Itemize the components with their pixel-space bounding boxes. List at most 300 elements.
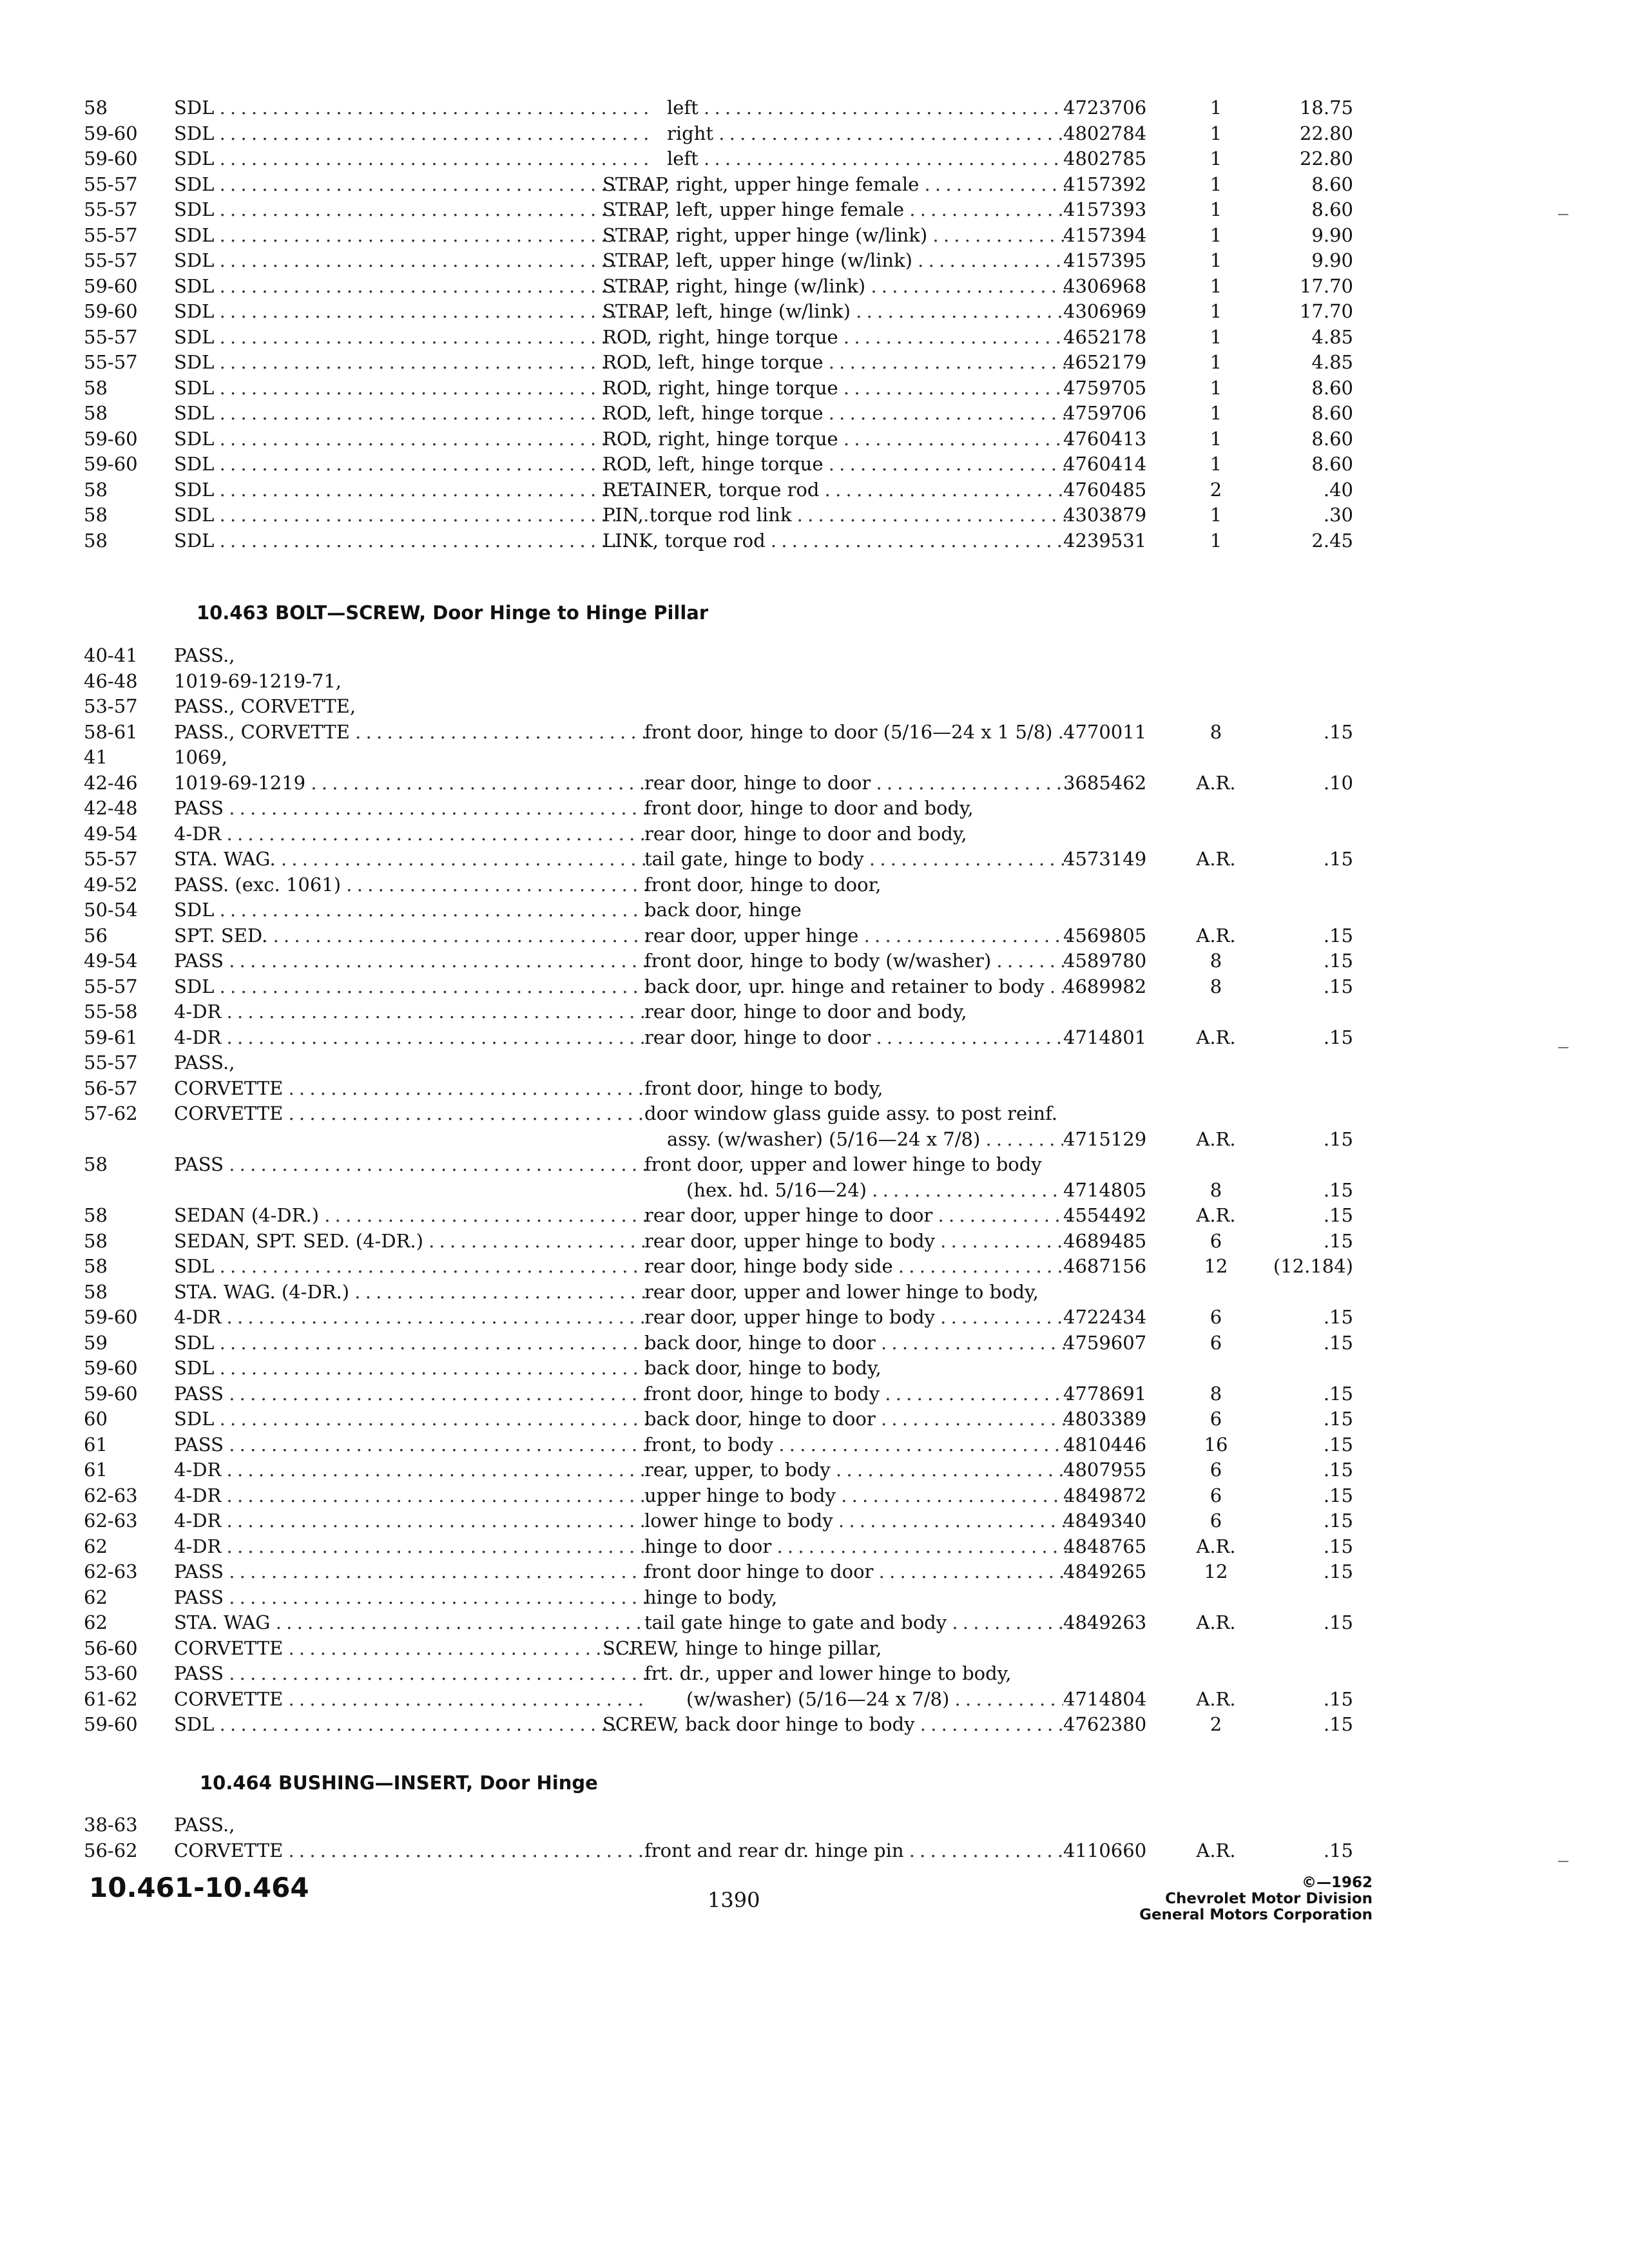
quantity: A.R. (1196, 1687, 1236, 1710)
quantity: 6 (1210, 1331, 1222, 1354)
list-price: .15 (1323, 1510, 1353, 1532)
table-row (84, 376, 1353, 401)
model-year: 59-60 (84, 1382, 138, 1405)
model-applicability: SDL . . . (174, 452, 648, 477)
parts-list-continued (84, 95, 1353, 553)
table-row (84, 350, 1353, 376)
model-applicability: PASS . . . (174, 1585, 648, 1611)
part-number: 4759706 (1063, 402, 1147, 424)
model-year: 55-57 (84, 249, 138, 271)
quantity: 12 (1204, 1255, 1228, 1277)
part-description: ROD, right, hinge torque . . . (602, 325, 1070, 351)
part-description: rear door, hinge to door . . . (644, 771, 1073, 796)
table-row (84, 1432, 1353, 1458)
table-row (84, 1076, 1308, 1102)
table-row (84, 694, 1308, 720)
quantity: 1 (1210, 148, 1222, 169)
part-description: rear door, upper and lower hinge to body, (644, 1280, 1039, 1303)
model-year: 49-52 (84, 873, 138, 896)
quantity: A.R. (1196, 1026, 1236, 1048)
model-year: 58 (84, 1229, 108, 1252)
part-description: rear door, hinge to door and body, (644, 822, 967, 845)
table-row (84, 1483, 1353, 1509)
quantity: 1 (1210, 376, 1222, 399)
model-year: 42-48 (84, 797, 138, 819)
list-price: .15 (1323, 1128, 1353, 1150)
model-year: 55-57 (84, 351, 138, 373)
table-row (84, 1127, 1353, 1153)
model-applicability: 1069, (174, 746, 228, 768)
model-year: 58-61 (84, 720, 138, 743)
part-number: 4760485 (1063, 478, 1147, 501)
model-applicability: PASS . . . (174, 1661, 648, 1687)
section-range: 10.461-10.464 (89, 1872, 309, 1903)
model-year: 42-46 (84, 771, 138, 794)
quantity: 8 (1210, 950, 1222, 972)
table-row (84, 1636, 1308, 1662)
publisher-credit (1083, 1875, 1373, 1923)
table-row (84, 999, 1308, 1025)
list-price: 17.70 (1299, 274, 1353, 297)
list-price: .15 (1323, 950, 1353, 972)
quantity: 6 (1210, 1306, 1222, 1328)
table-row (84, 974, 1353, 1000)
quantity: 2 (1210, 1713, 1222, 1735)
part-number: 4802784 (1063, 122, 1147, 144)
model-year: 58 (84, 97, 108, 119)
model-applicability: 4-DR . . . (174, 1457, 648, 1483)
part-description: front door hinge to door . . . (644, 1559, 1073, 1585)
quantity: 12 (1204, 1561, 1228, 1582)
model-applicability: SDL . . . (174, 248, 648, 274)
table-row (84, 872, 1308, 898)
part-description: front door, hinge to body . . . (644, 1381, 1073, 1407)
model-applicability: SEDAN, SPT. SED. (4-DR.) . . . (174, 1229, 648, 1254)
model-year: 40-41 (84, 644, 138, 666)
part-description: rear, upper, to body . . . (644, 1457, 1073, 1483)
table-row (84, 1687, 1353, 1713)
table-row (84, 1152, 1308, 1178)
model-year: 58 (84, 1280, 108, 1303)
model-year: 53-60 (84, 1662, 138, 1684)
part-description: left . . . (667, 146, 1063, 172)
part-number: 4110660 (1063, 1839, 1147, 1861)
model-applicability: SDL . . . (174, 223, 648, 249)
part-number: 4157394 (1063, 224, 1147, 246)
list-price: .15 (1323, 1535, 1353, 1557)
model-year: 59-60 (84, 1713, 138, 1735)
part-number: 4714805 (1063, 1178, 1147, 1201)
model-year: 62-63 (84, 1510, 138, 1532)
quantity: 6 (1210, 1510, 1222, 1532)
model-year: 56-57 (84, 1077, 138, 1099)
quantity: 1 (1210, 300, 1222, 322)
part-number: 4849265 (1063, 1561, 1147, 1582)
table-row (84, 1812, 1308, 1838)
table-row (84, 299, 1353, 325)
model-year: 55-57 (84, 848, 138, 870)
model-year: 55-57 (84, 1052, 138, 1073)
model-year: 58 (84, 529, 108, 552)
model-applicability: PASS . . . (174, 1559, 648, 1585)
table-row (84, 1508, 1353, 1534)
table-row (84, 197, 1353, 223)
model-applicability: SDL . . . (174, 325, 648, 351)
part-number: 4802785 (1063, 148, 1147, 169)
part-number: 4803389 (1063, 1408, 1147, 1430)
list-price: .15 (1323, 1382, 1353, 1405)
part-description: left . . . (667, 95, 1063, 121)
list-price: 9.90 (1311, 224, 1353, 246)
margin-mark (1558, 1861, 1568, 1862)
part-description: hinge to body, (644, 1586, 778, 1608)
list-price: .15 (1323, 1229, 1353, 1252)
model-year: 57-62 (84, 1102, 138, 1124)
model-year: 38-63 (84, 1814, 138, 1836)
table-row (84, 745, 1308, 771)
part-description: STRAP, right, hinge (w/link) . . . (602, 274, 1070, 300)
model-applicability: PASS., CORVETTE, (174, 695, 356, 717)
part-number: 4689485 (1063, 1229, 1147, 1252)
model-applicability: PASS . . . (174, 1432, 648, 1458)
part-number: 4778691 (1063, 1382, 1147, 1405)
list-price: .15 (1323, 1433, 1353, 1456)
part-number: 4303879 (1063, 504, 1147, 526)
list-price: 8.60 (1311, 402, 1353, 424)
part-number: 4157392 (1063, 173, 1147, 195)
table-row (84, 1534, 1353, 1560)
part-description: front door, hinge to door and body, (644, 797, 974, 819)
list-price: .15 (1323, 1687, 1353, 1710)
part-number: 4760413 (1063, 427, 1147, 450)
part-description: ROD, right, hinge torque . . . (602, 376, 1070, 401)
table-row (84, 95, 1353, 121)
model-year: 55-57 (84, 975, 138, 997)
list-price: .15 (1323, 1459, 1353, 1481)
model-applicability: SDL . . . (174, 1331, 648, 1356)
table-row (84, 401, 1353, 427)
table-row (84, 898, 1308, 923)
part-number: 4848765 (1063, 1535, 1147, 1557)
part-description: rear door, hinge body side . . . (644, 1254, 1073, 1280)
table-row (84, 1254, 1353, 1280)
quantity: A.R. (1196, 848, 1236, 870)
model-applicability: SDL . . . (174, 1356, 648, 1381)
part-description: front door, hinge to door (5/16—24 x 1 5/8) . . . (644, 720, 1073, 745)
table-row (84, 1178, 1353, 1204)
model-year: 53-57 (84, 695, 138, 717)
list-price: 8.60 (1311, 376, 1353, 399)
table-row (84, 172, 1353, 198)
section-heading-10-463: 10.463 BOLT—SCREW, Door Hinge to Hinge Pillar (197, 602, 709, 624)
quantity: 1 (1210, 504, 1222, 526)
quantity: 6 (1210, 1484, 1222, 1506)
quantity: 8 (1210, 1382, 1222, 1405)
list-price: .15 (1323, 1331, 1353, 1354)
part-number: 4652179 (1063, 351, 1147, 373)
model-year: 59-60 (84, 274, 138, 297)
table-row (84, 923, 1353, 949)
model-year: 58 (84, 402, 108, 424)
quantity: 1 (1210, 325, 1222, 348)
part-description: ROD, right, hinge torque . . . (602, 427, 1070, 452)
part-number: 4306968 (1063, 274, 1147, 297)
model-year: 62-63 (84, 1561, 138, 1582)
model-applicability: 4-DR . . . (174, 1305, 648, 1331)
table-row (84, 1356, 1308, 1381)
model-applicability: 4-DR . . . (174, 1025, 648, 1051)
list-price: 22.80 (1299, 148, 1353, 169)
part-number: 4157395 (1063, 249, 1147, 271)
table-row (84, 643, 1308, 669)
model-applicability: PASS . . . (174, 796, 648, 822)
table-row (84, 1457, 1353, 1483)
model-applicability: SPT. SED. . . . (174, 923, 648, 949)
model-applicability: 4-DR . . . (174, 822, 648, 847)
model-applicability: SDL . . . (174, 1712, 648, 1738)
part-description: rear door, upper hinge to body . . . (644, 1229, 1073, 1254)
part-number: 4759705 (1063, 376, 1147, 399)
quantity: 6 (1210, 1459, 1222, 1481)
part-number: 4849340 (1063, 1510, 1147, 1532)
quantity: 1 (1210, 198, 1222, 220)
list-price: .15 (1323, 1713, 1353, 1735)
list-price: 18.75 (1299, 97, 1353, 119)
table-row (84, 223, 1353, 249)
part-description: back door, hinge to door . . . (644, 1407, 1073, 1432)
part-description: ROD, left, hinge torque . . . (602, 401, 1070, 427)
list-price: .15 (1323, 1204, 1353, 1226)
part-description: back door, upr. hinge and retainer to body . . . (644, 974, 1073, 1000)
part-description: upper hinge to body . . . (644, 1483, 1073, 1509)
corporation-name: General Motors Corporation (1139, 1907, 1373, 1923)
parts-list-10-463 (84, 643, 1353, 1738)
part-description: SCREW, back door hinge to body . . . (602, 1712, 1070, 1738)
part-number: 4589780 (1063, 950, 1147, 972)
table-row (84, 822, 1308, 847)
quantity: A.R. (1196, 1535, 1236, 1557)
list-price: .15 (1323, 1408, 1353, 1430)
quantity: 8 (1210, 720, 1222, 743)
quantity: 2 (1210, 478, 1222, 501)
model-year: 62 (84, 1586, 108, 1608)
copyright-notice: ©—1962 (1301, 1874, 1373, 1891)
model-applicability: PASS . . . (174, 1152, 648, 1178)
quantity: 1 (1210, 529, 1222, 552)
quantity: A.R. (1196, 1611, 1236, 1633)
quantity: 6 (1210, 1229, 1222, 1252)
model-year: 41 (84, 746, 108, 768)
part-number: 4306969 (1063, 300, 1147, 322)
model-year: 55-57 (84, 325, 138, 348)
quantity: 1 (1210, 427, 1222, 450)
table-row (84, 1050, 1308, 1076)
model-year: 62 (84, 1611, 108, 1633)
part-number: 4723706 (1063, 97, 1147, 119)
part-number: 4849872 (1063, 1484, 1147, 1506)
quantity: 1 (1210, 173, 1222, 195)
model-applicability: SDL . . . (174, 197, 648, 223)
part-description: front door, hinge to door, (644, 873, 882, 896)
part-number: 4762380 (1063, 1713, 1147, 1735)
part-description: (w/washer) (5/16—24 x 7/8) . . . (686, 1687, 1063, 1713)
part-description: STRAP, left, hinge (w/link) . . . (602, 299, 1070, 325)
table-row (84, 1661, 1308, 1687)
part-number: 4759607 (1063, 1331, 1147, 1354)
model-applicability: PASS., (174, 1052, 235, 1073)
model-applicability: SDL . . . (174, 503, 648, 528)
model-applicability: SDL . . . (174, 974, 648, 1000)
model-year: 60 (84, 1408, 108, 1430)
table-row (84, 1280, 1308, 1305)
model-applicability: PASS., (174, 644, 235, 666)
model-applicability: STA. WAG. . . . (174, 847, 648, 872)
model-year: 59-60 (84, 122, 138, 144)
part-number: 4687156 (1063, 1255, 1147, 1277)
part-number: 4715129 (1063, 1128, 1147, 1150)
list-price: .15 (1323, 1178, 1353, 1201)
table-row (84, 1585, 1308, 1611)
part-description: hinge to door . . . (644, 1534, 1073, 1560)
part-description: ROD, left, hinge torque . . . (602, 350, 1070, 376)
model-applicability: SDL . . . (174, 477, 648, 503)
quantity: 1 (1210, 402, 1222, 424)
model-year: 59 (84, 1331, 108, 1354)
table-row (84, 274, 1353, 300)
table-row (84, 503, 1353, 528)
quantity: 16 (1204, 1433, 1228, 1456)
model-applicability: 1019-69-1219-71, (174, 669, 342, 692)
model-applicability: SDL . . . (174, 350, 648, 376)
model-year: 56-62 (84, 1839, 138, 1861)
page-number: 1390 (708, 1888, 760, 1912)
model-year: 55-57 (84, 198, 138, 220)
part-description: rear door, upper hinge to body . . . (644, 1305, 1073, 1331)
model-applicability: SDL . . . (174, 401, 648, 427)
table-row (84, 1025, 1353, 1051)
table-row (84, 452, 1353, 477)
model-year: 61-62 (84, 1687, 138, 1710)
table-row (84, 1610, 1353, 1636)
model-year: 49-54 (84, 950, 138, 972)
model-applicability: SDL . . . (174, 376, 648, 401)
part-number: 3685462 (1063, 771, 1147, 794)
part-number: 4722434 (1063, 1306, 1147, 1328)
part-description: back door, hinge to body, (644, 1357, 882, 1379)
table-row (84, 948, 1353, 974)
table-row (84, 1331, 1353, 1356)
quantity: 1 (1210, 249, 1222, 271)
part-number: 4807955 (1063, 1459, 1147, 1481)
part-description: door window glass guide assy. to post reinf. (644, 1102, 1058, 1124)
list-price: 17.70 (1299, 300, 1353, 322)
model-applicability: SDL . . . (174, 427, 648, 452)
part-description: front door, hinge to body (w/washer) . . . (644, 948, 1073, 974)
model-applicability: STA. WAG. (4-DR.) . . . (174, 1280, 648, 1305)
model-year: 61 (84, 1433, 108, 1456)
model-year: 50-54 (84, 899, 138, 921)
model-applicability: SDL . . . (174, 299, 648, 325)
model-year: 59-60 (84, 148, 138, 169)
table-row (84, 771, 1353, 796)
quantity: A.R. (1196, 771, 1236, 794)
model-year: 59-60 (84, 1357, 138, 1379)
table-row (84, 720, 1353, 745)
part-number: 4760414 (1063, 453, 1147, 475)
part-description: STRAP, left, upper hinge female . . . (602, 197, 1070, 223)
model-year: 58 (84, 376, 108, 399)
model-year: 55-57 (84, 173, 138, 195)
part-description: RETAINER, torque rod . . . (602, 477, 1070, 503)
list-price: .15 (1323, 1611, 1353, 1633)
model-applicability: SDL . . . (174, 146, 648, 172)
model-year: 59-60 (84, 453, 138, 475)
part-description: tail gate hinge to gate and body . . . (644, 1610, 1073, 1636)
quantity: A.R. (1196, 1839, 1236, 1861)
model-year: 55-57 (84, 224, 138, 246)
quantity: 1 (1210, 224, 1222, 246)
model-applicability: SDL . . . (174, 898, 648, 923)
table-row (84, 325, 1353, 351)
part-description: STRAP, right, upper hinge female . . . (602, 172, 1070, 198)
part-description: front door, upper and lower hinge to body (644, 1153, 1042, 1175)
model-year: 56-60 (84, 1637, 138, 1659)
list-price: .15 (1323, 1839, 1353, 1861)
part-number: 4770011 (1063, 720, 1147, 743)
parts-list-10-464 (84, 1812, 1353, 1863)
model-applicability: 4-DR . . . (174, 1483, 648, 1509)
table-row (84, 1203, 1353, 1229)
model-year: 59-60 (84, 300, 138, 322)
part-description: ROD, left, hinge torque . . . (602, 452, 1070, 477)
list-price: .15 (1323, 924, 1353, 947)
list-price: .40 (1323, 478, 1353, 501)
part-description: STRAP, right, upper hinge (w/link) . . . (602, 223, 1070, 249)
model-year: 62-63 (84, 1484, 138, 1506)
list-price: 8.60 (1311, 198, 1353, 220)
part-number: 4239531 (1063, 529, 1147, 552)
model-year: 58 (84, 1255, 108, 1277)
list-price: .15 (1323, 1306, 1353, 1328)
model-applicability: PASS . . . (174, 948, 648, 974)
table-row (84, 1407, 1353, 1432)
quantity: 8 (1210, 1178, 1222, 1201)
model-applicability: PASS. (exc. 1061) . . . (174, 872, 648, 898)
section-heading-10-464: 10.464 BUSHING—INSERT, Door Hinge (200, 1772, 598, 1794)
list-price: 4.85 (1311, 351, 1353, 373)
part-description: rear door, upper hinge to door . . . (644, 1203, 1073, 1229)
model-year: 46-48 (84, 669, 138, 692)
model-year: 62 (84, 1535, 108, 1557)
model-applicability: PASS . . . (174, 1381, 648, 1407)
part-description: (hex. hd. 5/16—24) . . . (686, 1178, 1063, 1204)
table-row (84, 847, 1353, 872)
list-price: .15 (1323, 1484, 1353, 1506)
quantity: 1 (1210, 453, 1222, 475)
table-row (84, 121, 1353, 147)
part-description: back door, hinge (644, 899, 802, 921)
model-applicability: CORVETTE . . . (174, 1076, 648, 1102)
quantity: 6 (1210, 1408, 1222, 1430)
model-applicability: CORVETTE . . . (174, 1636, 648, 1662)
table-row (84, 1101, 1308, 1127)
model-applicability: SDL . . . (174, 274, 648, 300)
model-year: 56 (84, 924, 108, 947)
table-row (84, 1229, 1353, 1254)
table-row (84, 477, 1353, 503)
model-applicability: CORVETTE . . . (174, 1838, 648, 1864)
list-price: 8.60 (1311, 427, 1353, 450)
